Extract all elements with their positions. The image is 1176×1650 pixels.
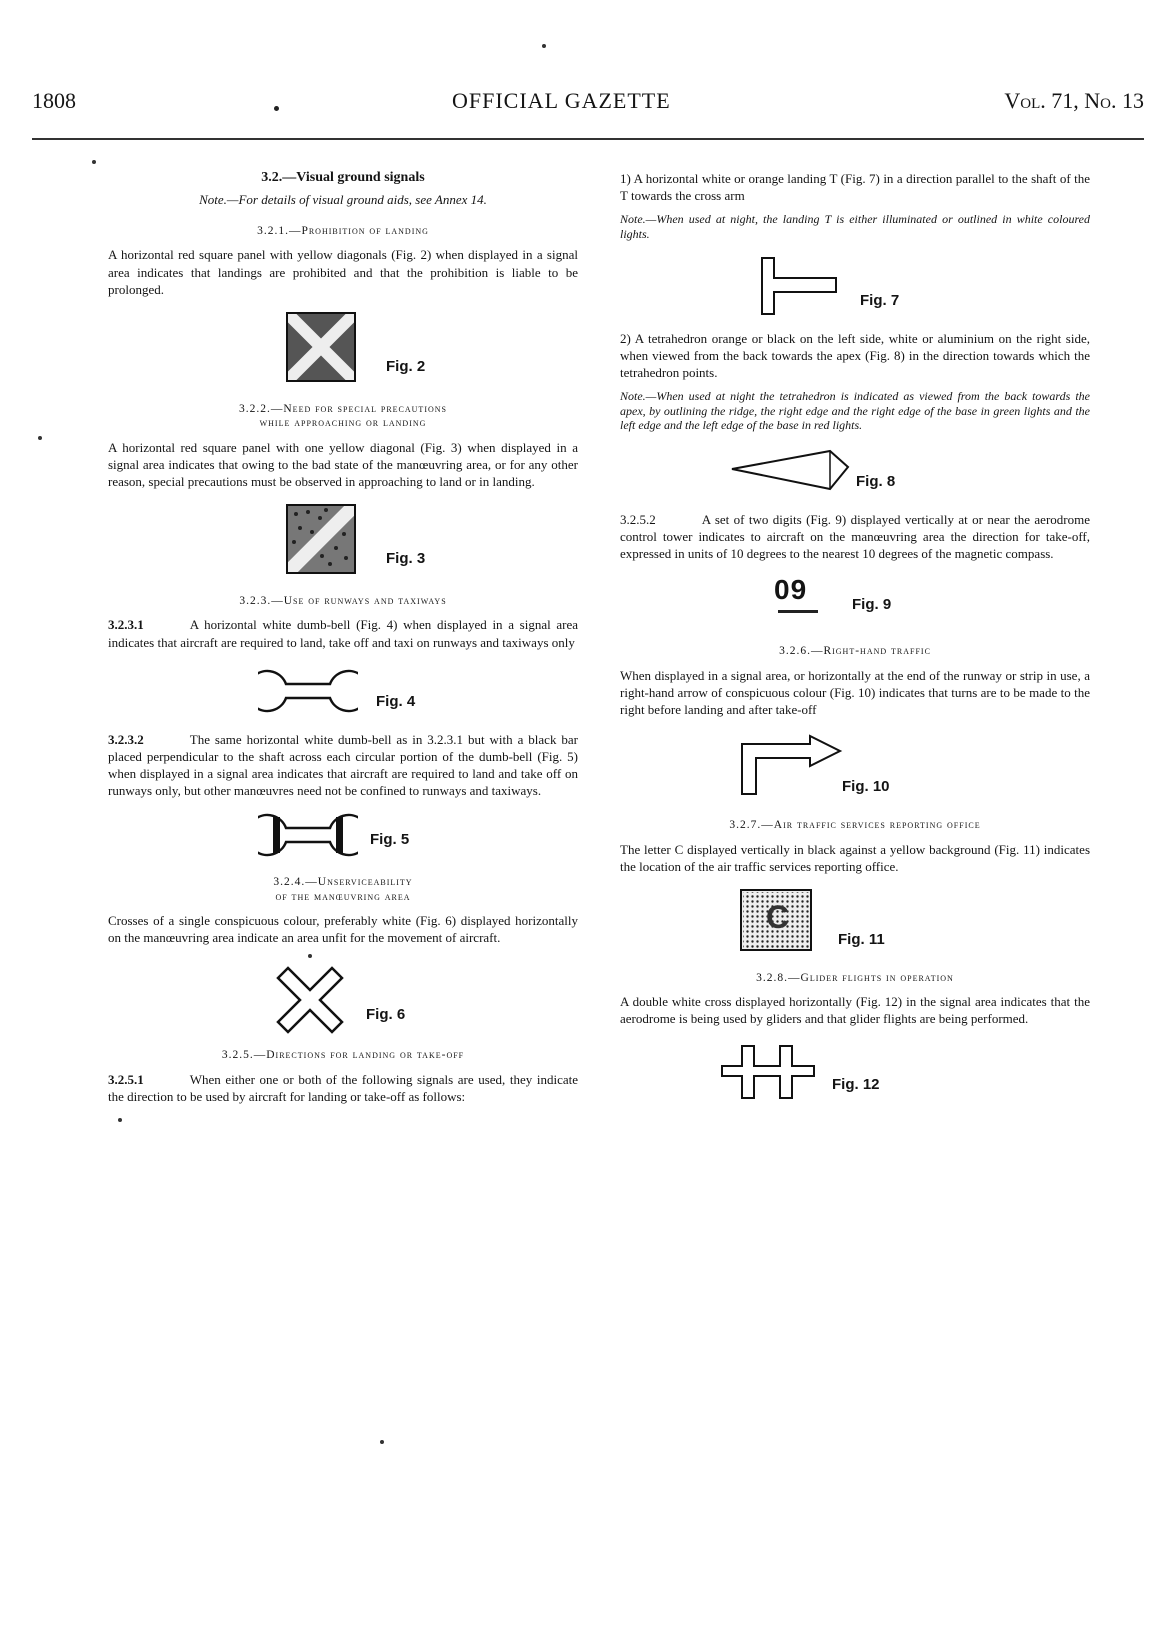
subsection-heading-3-2-2 (108, 402, 578, 431)
dumb-bell-icon (258, 667, 358, 715)
figure-11-label: Fig. 11 (838, 930, 885, 948)
figure-2-label: Fig. 2 (386, 357, 426, 375)
paragraph-3-2-5-1 (108, 1071, 578, 1105)
paragraph-3-2-2: A horizontal red square panel with one yellow diagonal (Fig. 3) when displayed in a signal area indicates that owing to the bad state of the manœuvring area, or for any other reason, special precautions must be observed in approaching to land or in landing. (108, 439, 578, 489)
paragraph-3-2-1: A horizontal red square panel with yellow diagonals (Fig. 2) when displayed in a signal area indicates that landings are prohibited and that the prohibition is liable to be prolonged. (108, 247, 578, 297)
figure-4 (108, 659, 578, 723)
paragraph-3-2-5-2 (620, 511, 1090, 562)
left-column (108, 160, 578, 1113)
paragraph-text: When either one or both of the following signals are used, they indicate the direction to be used by aircraft for landing or take-off as follows: (108, 1071, 578, 1104)
dumb-bell-with-bars-icon (258, 811, 358, 859)
subsection-heading-3-2-8: 3.2.8.—Glider flights in operation (756, 971, 954, 984)
figure-8-label: Fig. 8 (856, 472, 896, 490)
cross-icon (274, 964, 346, 1036)
subsection-heading-3-2-1: 3.2.1.—Prohibition of landing (257, 225, 429, 237)
paragraph-text: A horizontal white dumb-bell (Fig. 4) when displayed in a signal area indicates that aircraft are required to land, take off and taxi on runways and taxiways only (108, 617, 578, 650)
volume-number: Vol. 71, No. 13 (1004, 88, 1144, 113)
item-1-note: Note.—When used at night, the landing T is either illuminated or outlined in white coloured lights. (620, 212, 1090, 241)
stray-dot (542, 44, 546, 48)
paragraph-number: 3.2.3.2 (108, 731, 144, 747)
tetrahedron-icon (730, 449, 850, 493)
paragraph-number: 3.2.5.2 (620, 511, 656, 527)
subsection-heading-3-2-4 (108, 875, 578, 904)
stray-dot (308, 954, 312, 958)
paragraph-text: A set of two digits (Fig. 9) displayed vertically at or near the aerodrome control tower indicates to aircraft on the manœuvring area the direction for take-off, expressed in units of 10 degrees to the nearest 10 degrees of the magnetic compass. (620, 511, 1090, 562)
figure-4-label: Fig. 4 (376, 692, 416, 710)
digits-display: 09 (774, 574, 808, 606)
heading-line: 3.2.4.—Unserviceability (273, 876, 413, 889)
figure-6-label: Fig. 6 (366, 1006, 406, 1024)
paragraph-number: 3.2.5.1 (108, 1071, 144, 1087)
paragraph-3-2-3-1 (108, 616, 578, 650)
stray-dot (118, 1118, 122, 1122)
figure-3 (108, 498, 578, 584)
figure-3-label: Fig. 3 (386, 550, 426, 568)
stray-dot (92, 160, 96, 164)
heading-line: 3.2.2.—Need for special precautions (239, 402, 447, 415)
figure-5-label: Fig. 5 (370, 831, 410, 849)
figure-7 (620, 252, 1090, 322)
letter-c: C (766, 898, 790, 935)
page-header (32, 88, 1144, 128)
section-note: Note.—For details of visual ground aids, see Annex 14. (199, 192, 487, 207)
heading-line: while approaching or landing (259, 417, 427, 430)
subsection-heading-3-2-7: 3.2.7.—Air traffic services reporting office (729, 819, 981, 832)
figure-7-label: Fig. 7 (860, 291, 900, 309)
paragraph-number: 3.2.3.1 (108, 617, 144, 633)
item-2-note: Note.—When used at night the tetrahedron is indicated as viewed from the back towards the apex, by outlining the ridge, the right edge and the right edge of the base in green lights and the left edge and the left edge of the base in red lights. (620, 389, 1090, 433)
landing-t-icon (760, 256, 840, 316)
figure-12 (620, 1036, 1090, 1110)
right-column (620, 160, 1090, 1118)
bullet-dot (274, 106, 279, 111)
figure-10-label: Fig. 10 (842, 778, 890, 796)
figure-12-label: Fig. 12 (832, 1075, 880, 1093)
stray-dot (380, 1440, 384, 1444)
figure-2 (108, 306, 578, 392)
paragraph-text: The same horizontal white dumb-bell as in 3.2.3.1 but with a black bar placed perpendicular to the shaft across each circular portion of the dumb-bell (Fig. 5) when displayed in a signal area indicates that aircraft are required to land and take off on runways only, but other manœuvres need not be confined to runways and taxiways. (108, 731, 578, 799)
figure-10 (620, 726, 1090, 808)
figure-5 (108, 807, 578, 865)
page-number: 1808 (32, 88, 76, 113)
right-hand-arrow-icon (740, 734, 844, 796)
header-rule (32, 138, 1144, 140)
figure-9 (620, 570, 1090, 634)
paragraph-3-2-8: A double white cross displayed horizontally (Fig. 12) in the signal area indicates that the aerodrome is being used by gliders and that glider flights are being performed. (620, 994, 1090, 1027)
double-cross-icon (720, 1044, 816, 1100)
section-heading: 3.2.—Visual ground signals (261, 170, 425, 185)
item-1-landing-t: 1) A horizontal white or orange landing T (Fig. 7) in a direction parallel to the shaft of the T towards the cross arm (620, 171, 1090, 204)
digits-underline (778, 610, 818, 613)
paragraph-3-2-3-2 (108, 731, 578, 800)
figure-9-label: Fig. 9 (852, 596, 892, 614)
figure-8 (620, 443, 1090, 503)
subsection-heading-3-2-5: 3.2.5.—Directions for landing or take-off (221, 1049, 465, 1062)
square-panel-diagonals-icon (286, 312, 356, 382)
figure-11 (620, 883, 1090, 961)
subsection-heading-3-2-6: 3.2.6.—Right-hand traffic (779, 645, 931, 658)
paragraph-3-2-7: The letter C displayed vertically in black against a yellow background (Fig. 11) indicates the location of the air traffic services reporting office. (620, 841, 1090, 874)
figure-6 (108, 954, 578, 1038)
publication-title: OFFICIAL GAZETTE (452, 88, 671, 113)
subsection-heading-3-2-3: 3.2.3.—Use of runways and taxiways (239, 595, 447, 608)
stray-dot (38, 436, 42, 440)
item-2-tetrahedron: 2) A tetrahedron orange or black on the left side, white or aluminium on the right side, when viewed from the back towards the apex (Fig. 8) in the direction towards which the tetrahedron points. (620, 330, 1090, 380)
square-panel-diagonal-icon (286, 504, 356, 574)
heading-line: of the manœuvring area (275, 890, 411, 903)
paragraph-3-2-6: When displayed in a signal area, or horizontally at the end of the runway or strip in use, a right-hand arrow of conspicuous colour (Fig. 10) indicates that turns are to be made to the right before landing and after take-off (620, 667, 1090, 718)
paragraph-3-2-4: Crosses of a single conspicuous colour, preferably white (Fig. 6) displayed horizontally on the manœuvring area indicate an area unfit for the movement of aircraft. (108, 913, 578, 946)
